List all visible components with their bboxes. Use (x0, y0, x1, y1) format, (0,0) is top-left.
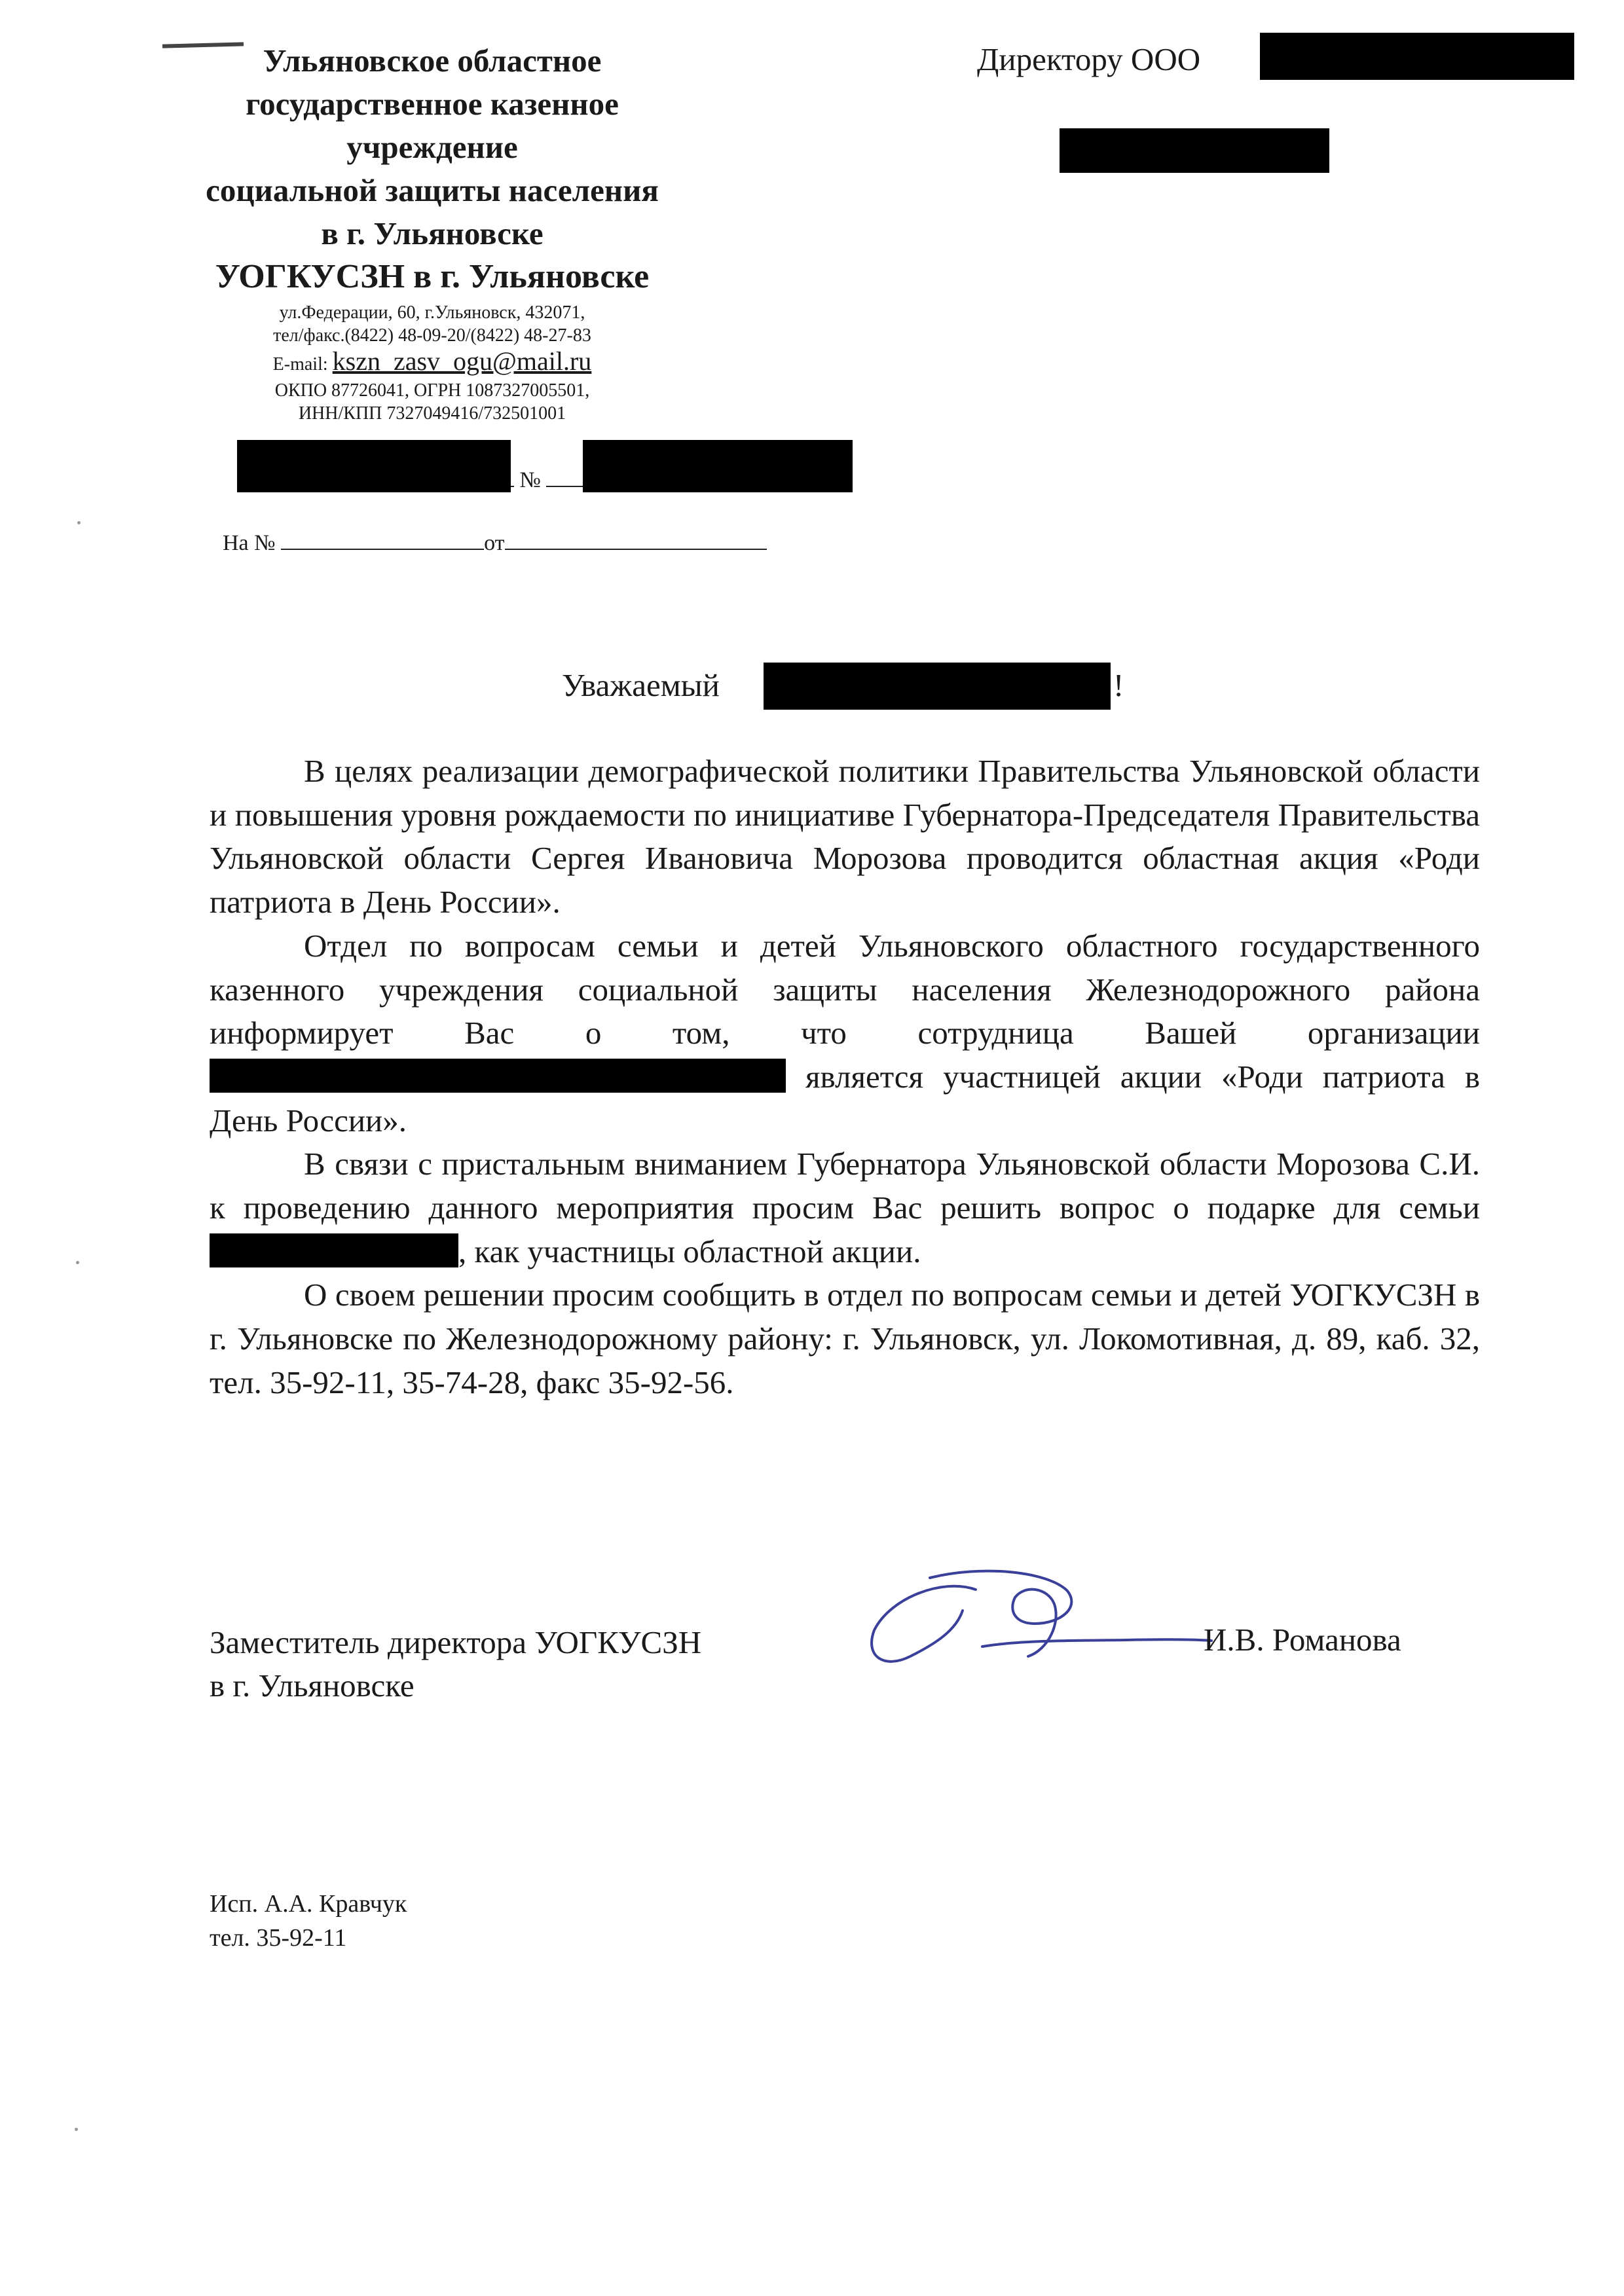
signatory-title-line-1: Заместитель директора УОГКУСЗН (210, 1624, 702, 1660)
reply-date-blank (505, 529, 767, 550)
org-line-5: в г. Ульяновске (321, 215, 544, 251)
paragraph-2-end: является участницей акции «Роди патриота в День России». (210, 1058, 1480, 1139)
letter-body (210, 750, 1480, 1405)
redacted-company (1260, 33, 1574, 80)
paragraph-3-end: , как участницы областной акции. (458, 1233, 921, 1269)
redacted-salutation-name (764, 663, 1111, 710)
redacted-number (583, 440, 853, 492)
redacted-family-name (210, 1233, 458, 1267)
scan-speck (77, 521, 81, 524)
reply-label: На № (223, 531, 276, 555)
signatory-title-line-2: в г. Ульяновске (210, 1667, 415, 1704)
redacted-date (237, 440, 511, 492)
org-okpo: ОКПО 87726041, ОГРН 1087327005501, (274, 380, 590, 401)
redacted-employee-name (210, 1059, 786, 1093)
paragraph-2-start: Отдел по вопросам семьи и детей Ульяновского областного государственного казенного учреждения социальной защиты населения Железнодорожного района информирует Вас о том, что сотрудница Вашей организации (210, 927, 1480, 1051)
number-sign: № (519, 468, 541, 492)
redacted-recipient-name (1060, 128, 1329, 173)
org-email-link[interactable]: kszn_zasv_ogu@mail.ru (332, 346, 592, 376)
reply-number-blank (281, 529, 484, 550)
salutation: Уважаемый (562, 667, 720, 703)
letterhead (196, 39, 668, 425)
org-line-2: государственное казенное (246, 86, 619, 122)
executor-name: Исп. А.А. Кравчук (210, 1890, 407, 1918)
paragraph-1: В целях реализации демографической политики Правительства Ульяновской области и повышения уровня рождаемости по инициативе Губернатора-Председателя Правительства Ульяновской области Сергея Ивановича Морозова проводится областная акция «Роди патриота в День России». (210, 753, 1480, 920)
handwritten-signature (851, 1558, 1218, 1702)
org-line-1: Ульяновское областное (263, 43, 602, 79)
email-label: E-mail: (272, 354, 328, 374)
org-inn: ИНН/КПП 7327049416/732501001 (298, 403, 566, 424)
signatory-name: И.В. Романова (1204, 1622, 1401, 1658)
org-line-4: социальной защиты населения (206, 172, 659, 208)
reply-number-line (223, 529, 767, 556)
from-label: от (484, 531, 505, 555)
org-line-3: учреждение (346, 129, 518, 165)
org-address: ул.Федерации, 60, г.Ульяновск, 432071, (279, 302, 585, 323)
paragraph-3 (210, 1142, 1480, 1273)
executor-info (210, 1887, 407, 1955)
paragraph-2 (210, 924, 1480, 1143)
org-line-6: УОГКУСЗН в г. Ульяновске (215, 258, 650, 295)
scan-speck (76, 1261, 79, 1264)
paragraph-3-start: В связи с пристальным вниманием Губернатора Ульяновской области Морозова С.И. к проведению данного мероприятия просим Вас решить вопрос о подарке для семьи (210, 1146, 1480, 1226)
executor-phone: тел. 35-92-11 (210, 1924, 347, 1952)
paragraph-4: О своем решении просим сообщить в отдел по вопросам семьи и детей УОГКУСЗН в г. Ульяновске по Железнодорожному району: г. Ульяновск, ул. Локомотивная, д. 89, каб. 32, тел. 35-92-11, 35-74-28, факс 35-92-56. (210, 1277, 1480, 1400)
org-phone: тел/факс.(8422) 48-09-20/(8422) 48-27-83 (273, 325, 591, 346)
signatory-title (210, 1621, 701, 1707)
org-email-row (196, 347, 668, 379)
scan-speck (75, 2128, 78, 2131)
recipient-title: Директору ООО (977, 41, 1201, 77)
salutation-end: ! (1113, 667, 1124, 703)
